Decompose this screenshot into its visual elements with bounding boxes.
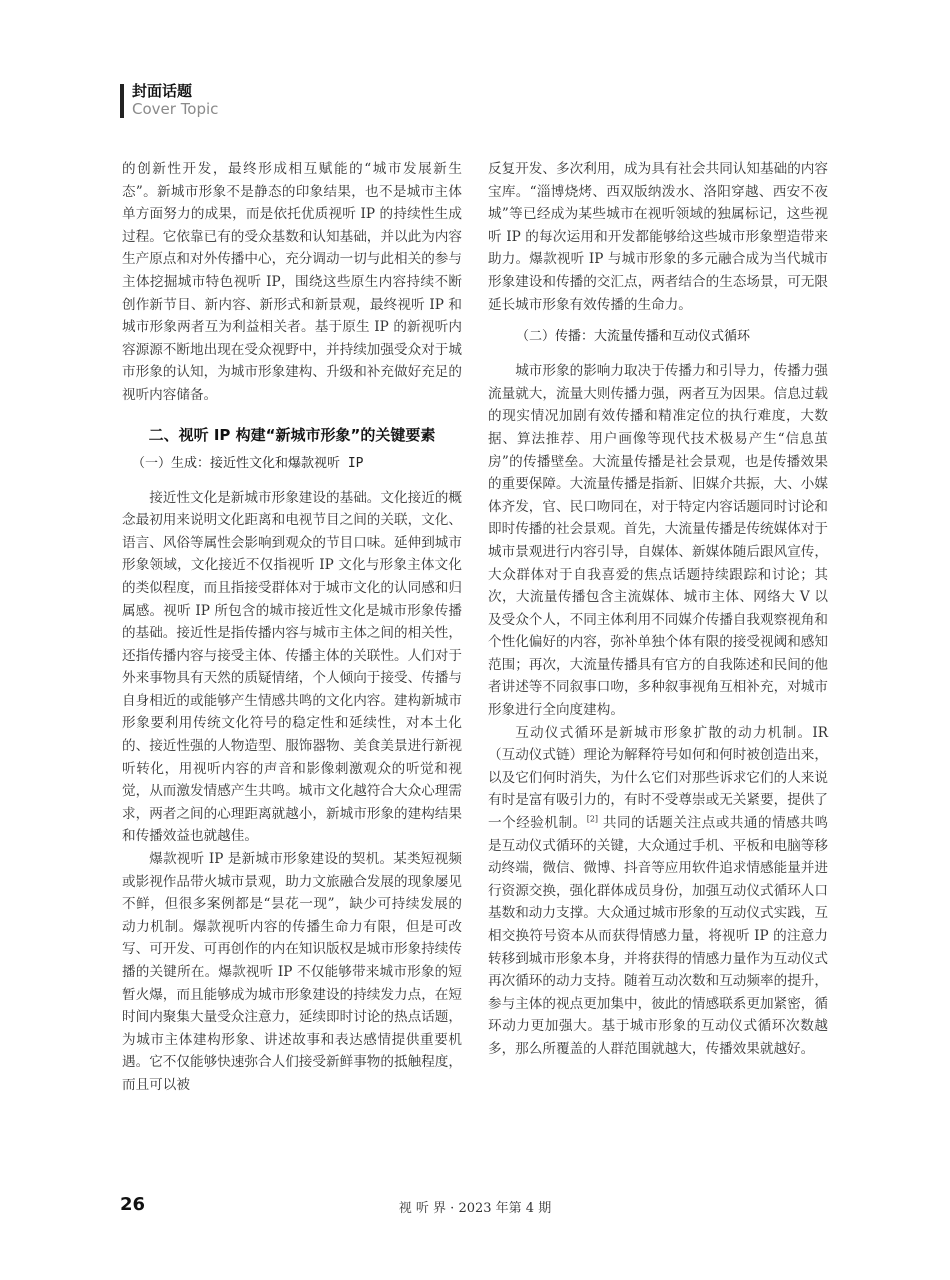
paragraph: 反复开发、多次利用，成为具有社会共同认知基础的内容宝库。“淄博烧烤、西双版纳泼水、洛阳穿越、西安不夜城”等已经成为某些城市在视听领域的独属标记，这些视听 IP 的每次运用和开发都能够给这些城市形象塑造带来助力。爆款视听 IP 与城市形象的多元融合成为当代城市形象建设和传播的交汇点，两者结合的生态场景，可无限延长城市形象有效传播的生命力。	[488, 161, 828, 313]
paragraph: 的创新性开发，最终形成相互赋能的“城市发展新生态”。新城市形象不是静态的印象结果，也不是城市主体单方面努力的成果，而是依托优质视听 IP 的持续性生成过程。它依靠已有的受众基数和认知基础，并以此为内容生产原点和对外传播中心，充分调动一切与此相关的参与主体挖掘城市特色视听 IP，围绕这些原生内容持续不断创作新节目、新内容、新形式和新景观，最终视听 IP 和城市形象两者互为利益相关者。基于原生 IP 的新视听内容源源不断地出现在受众视野中，并持续加强受众对于城市形象的认知，为城市形象建构、升级和补充做好充足的视听内容储备。	[122, 161, 462, 403]
left-column	[122, 158, 462, 1097]
subsection-heading: （一）生成：接近性文化和爆款视听 IP	[132, 455, 364, 471]
paragraph	[488, 722, 828, 1061]
section-heading: 二、视听 IP 构建“新城市形象”的关键要素	[148, 425, 436, 444]
page-number: 26	[120, 1194, 146, 1215]
paragraph: 接近性文化是新城市形象建设的基础。文化接近的概念最初用来说明文化距离和电视节目之间的关联，文化、语言、风俗等属性会影响到观众的节目口味。延伸到城市形象领域，文化接近不仅指视听 IP 文化与形象主体文化的类似程度，而且指接受群体对于城市文化的认同感和归属感。视听 IP 所包含的城市接近性文化是城市形象传播的基础。接近性是指传播内容与城市主体之间的相关性，还指传播内容与接受主体、传播主体的关联性。人们对于外来事物具有天然的质疑情绪，个人倾向于接受、传播与自身相近的或能够产生情感共鸣的文化内容。建构新城市形象要利用传统文化符号的稳定性和延续性，对本土化的、接近性强的人物造型、服饰器物、美食美景进行新视听转化，用视听内容的声音和影像刺激观众的听觉和视觉，从而激发情感产生共鸣。城市文化越符合大众心理需求，两者之间的心理距离就越小，新城市形象的建构结果和传播效益也就越佳。	[122, 489, 462, 845]
subsection-heading: （二）传播：大流量传播和互动仪式循环	[516, 329, 751, 345]
paragraph: 城市形象的影响力取决于传播力和引导力，传播力强流量就大，流量大则传播力强，两者互为因果。信息过载的现实情况加剧有效传播和精准定位的执行难度，大数据、算法推荐、用户画像等现代技术极易产生“信息茧房”的传播壁垒。大流量传播是社会景观，也是传播效果的重要保障。大流量传播是指新、旧媒介共振，大、小媒体齐发，官、民口吻同在，对于特定内容话题同时讨论和即时传播的社会景观。首先，大流量传播是传统媒体对于城市景观进行内容引导，自媒体、新媒体随后跟风宣传，大众群体对于自我喜爱的焦点话题持续跟踪和讨论；其次，大流量传播包含主流媒体、城市主体、网络大 V 以及受众个人，不同主体利用不同媒介传播自我观察视角和个性化偏好的内容，弥补单独个体有限的接受视阈和感知范围；再次，大流量传播具有官方的自我陈述和民间的他者讲述等不同叙事口吻，多种叙事视角互相补充，对城市形象进行全向度建构。	[488, 363, 828, 719]
paragraph-text: 互动仪式循环是新城市形象扩散的动力机制。IR（互动仪式链）理论为解释符号如何和何时被创造出来，以及它们何时消失，为什么它们对那些诉求它们的人来说有时是富有吸引力的，有时不受尊崇或无关紧要，提供了一个经验机制。	[488, 724, 828, 832]
paragraph: 爆款视听 IP 是新城市形象建设的契机。某类短视频或影视作品带火城市景观，助力文旅融合发展的现象屡见不鲜，但很多案例都是“昙花一现”，缺少可持续发展的动力机制。爆款视听内容的传播生命力有限，但是可改写、可开发、可再创作的内在知识版权是城市形象持续传播的关键所在。爆款视听 IP 不仅能够带来城市形象的短暂火爆，而且能够成为城市形象建设的持续发力点，在短时间内聚集大量受众注意力，延续即时讨论的热点话题，为城市主体建构形象、讲述故事和表达感情提供重要机遇。它不仅能够快速弥合人们接受新鲜事物的抵触程度，而且可以被	[122, 851, 462, 1093]
citation-ref: [2]	[586, 814, 599, 824]
right-column	[488, 158, 828, 1061]
section-title: 封面话题	[132, 82, 193, 100]
section-subtitle: Cover Topic	[132, 100, 219, 118]
journal-footer: 视 听 界 · 2023 年第 4 期	[398, 1201, 552, 1216]
paragraph-text: 共同的话题关注点或共通的情感共鸣是互动仪式循环的关键，大众通过手机、平板和电脑等移动终端，微信、微博、抖音等应用软件追求情感能量并进行资源交换，强化群体成员身份，加强互动仪式循环人口基数和动力支撑。大众通过城市形象的互动仪式实践，互相交换符号资本从而获得情感力量，将视听 IP 的注意力转移到城市形象本身，并将获得的情感力量作为互动仪式再次循环的动力支持。随着互动次数和互动频率的提升，参与主体的视点更加集中，彼此的情感联系更加紧密，循环动力更加强大。基于城市形象的互动仪式循环次数越多，那么所覆盖的人群范围就越大，传播效果就越好。	[488, 815, 829, 1057]
header-bar	[120, 84, 124, 118]
